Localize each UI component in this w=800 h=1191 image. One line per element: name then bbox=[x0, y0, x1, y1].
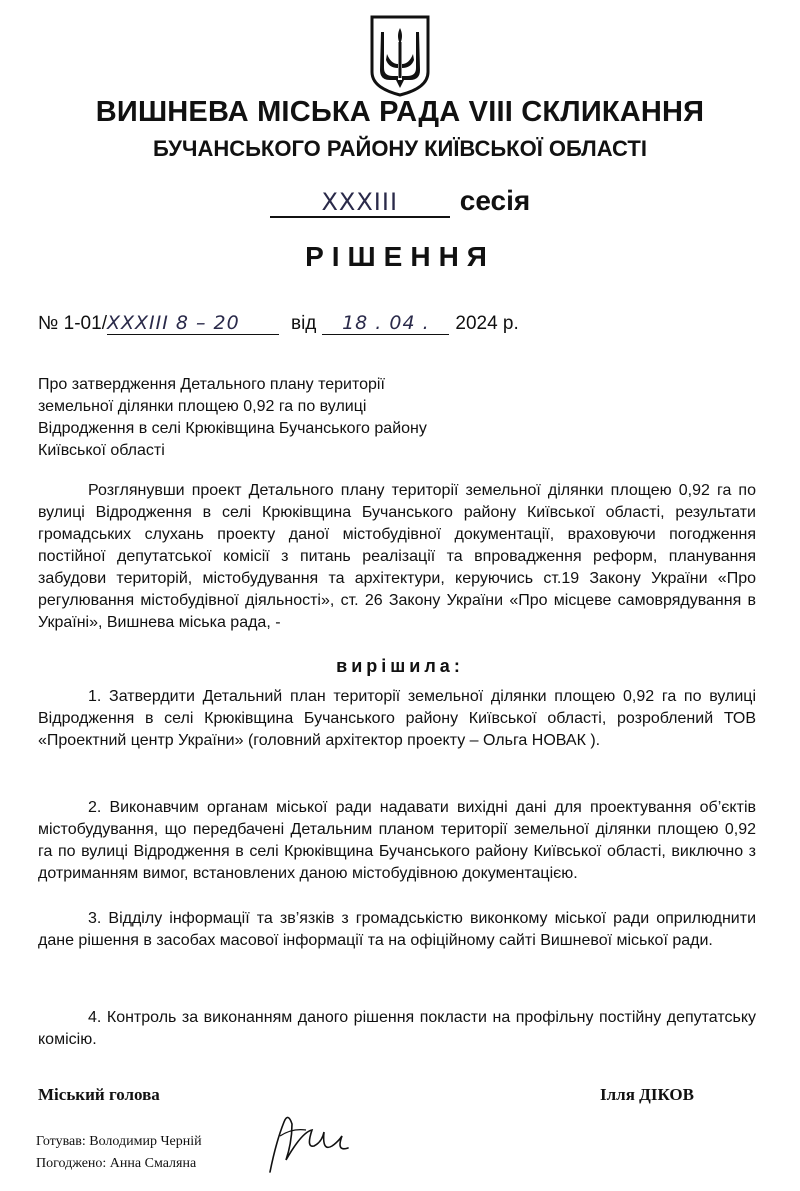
preamble-paragraph bbox=[38, 480, 756, 634]
agreed-by: Погоджено: Анна Смаляна bbox=[36, 1156, 197, 1171]
decision-year: 2024 р. bbox=[455, 313, 519, 334]
subject-line: земельної ділянки площею 0,92 га по вулиці bbox=[38, 398, 367, 415]
decision-item-text: 4. Контроль за виконанням даного рішення покласти на профільну постійну депутатську комісію. bbox=[38, 1009, 756, 1048]
session-number-handwritten: XXXIII bbox=[270, 188, 450, 218]
decision-item-text: 1. Затвердити Детальний план території земельної ділянки площею 0,92 га по вулиці Відродження в селі Крюківщина Бучанського району Київської області, розроблений ТОВ «Проектний центр України» (головний архітектор проекту – Ольга НОВАК ). bbox=[38, 688, 756, 749]
district-title: БУЧАНСЬКОГО РАЙОНУ КИЇВСЬКОЇ ОБЛАСТІ bbox=[153, 136, 647, 161]
session-word: сесія bbox=[459, 185, 531, 216]
decision-item-text: 2. Виконавчим органам міської ради надавати вихідні дані для проектування об’єктів містобудування, що передбачені Детальним планом території земельної ділянки площею 0,92 га по вулиці Відродження в селі Крюківщина Бучанського району Київської області, виключно з дотриманням вимог, встановлених даною містобудівною документацією. bbox=[38, 799, 756, 882]
signatory-name: Ілля ДІКОВ bbox=[600, 1085, 694, 1104]
decision-subject bbox=[38, 374, 498, 462]
council-title: ВИШНЕВА МІСЬКА РАДА VIII СКЛИКАННЯ bbox=[95, 96, 705, 128]
decision-number-handwritten: XXXIII 8 – 20 bbox=[107, 312, 279, 335]
subject-line: Відродження в селі Крюківщина Бучанського району bbox=[38, 420, 427, 437]
decision-item-3 bbox=[38, 908, 756, 952]
subject-line: Про затвердження Детального плану території bbox=[38, 376, 385, 393]
decision-item-1 bbox=[38, 686, 756, 752]
trident-coat-of-arms-icon bbox=[369, 14, 431, 98]
handwritten-signature-icon bbox=[262, 1102, 352, 1182]
decision-item-2 bbox=[38, 797, 756, 885]
subject-line: Київської області bbox=[38, 442, 165, 459]
prepared-by: Готував: Володимир Черній bbox=[36, 1134, 202, 1149]
document-type-heading: РІШЕННЯ bbox=[305, 241, 495, 272]
session-line bbox=[0, 185, 800, 218]
from-word: від bbox=[290, 313, 317, 334]
prepared-block bbox=[36, 1131, 202, 1175]
decision-date-handwritten: 18 . 04 . bbox=[322, 312, 449, 335]
signatory-position: Міський голова bbox=[38, 1085, 160, 1104]
decision-item-4 bbox=[38, 1007, 756, 1051]
number-prefix: № 1-01/ bbox=[38, 313, 107, 334]
preamble-text: Розглянувши проект Детального плану території земельної ділянки площею 0,92 га по вулиці Відродження в селі Крюківщина Бучанського району Київської області, результати громадських слухань проекту даної містобудівної документації, враховуючи погодження постійної депутатської комісії з питань реалізації та впровадження реформ, планування забудови територій, містобудування та архітектури, керуючись ст.19 Закону України «Про регулювання містобудівної діяльності», ст. 26 Закону України «Про місцеве самоврядування в Україні», Вишнева міська рада, - bbox=[38, 482, 756, 631]
resolved-heading: вирішила: bbox=[336, 656, 464, 676]
decision-number-line bbox=[38, 312, 519, 335]
decision-item-text: 3. Відділу інформації та зв’язків з громадськістю виконкому міської ради оприлюднити дане рішення в засобах масової інформації та на офіційному сайті Вишневої міської ради. bbox=[38, 910, 756, 949]
